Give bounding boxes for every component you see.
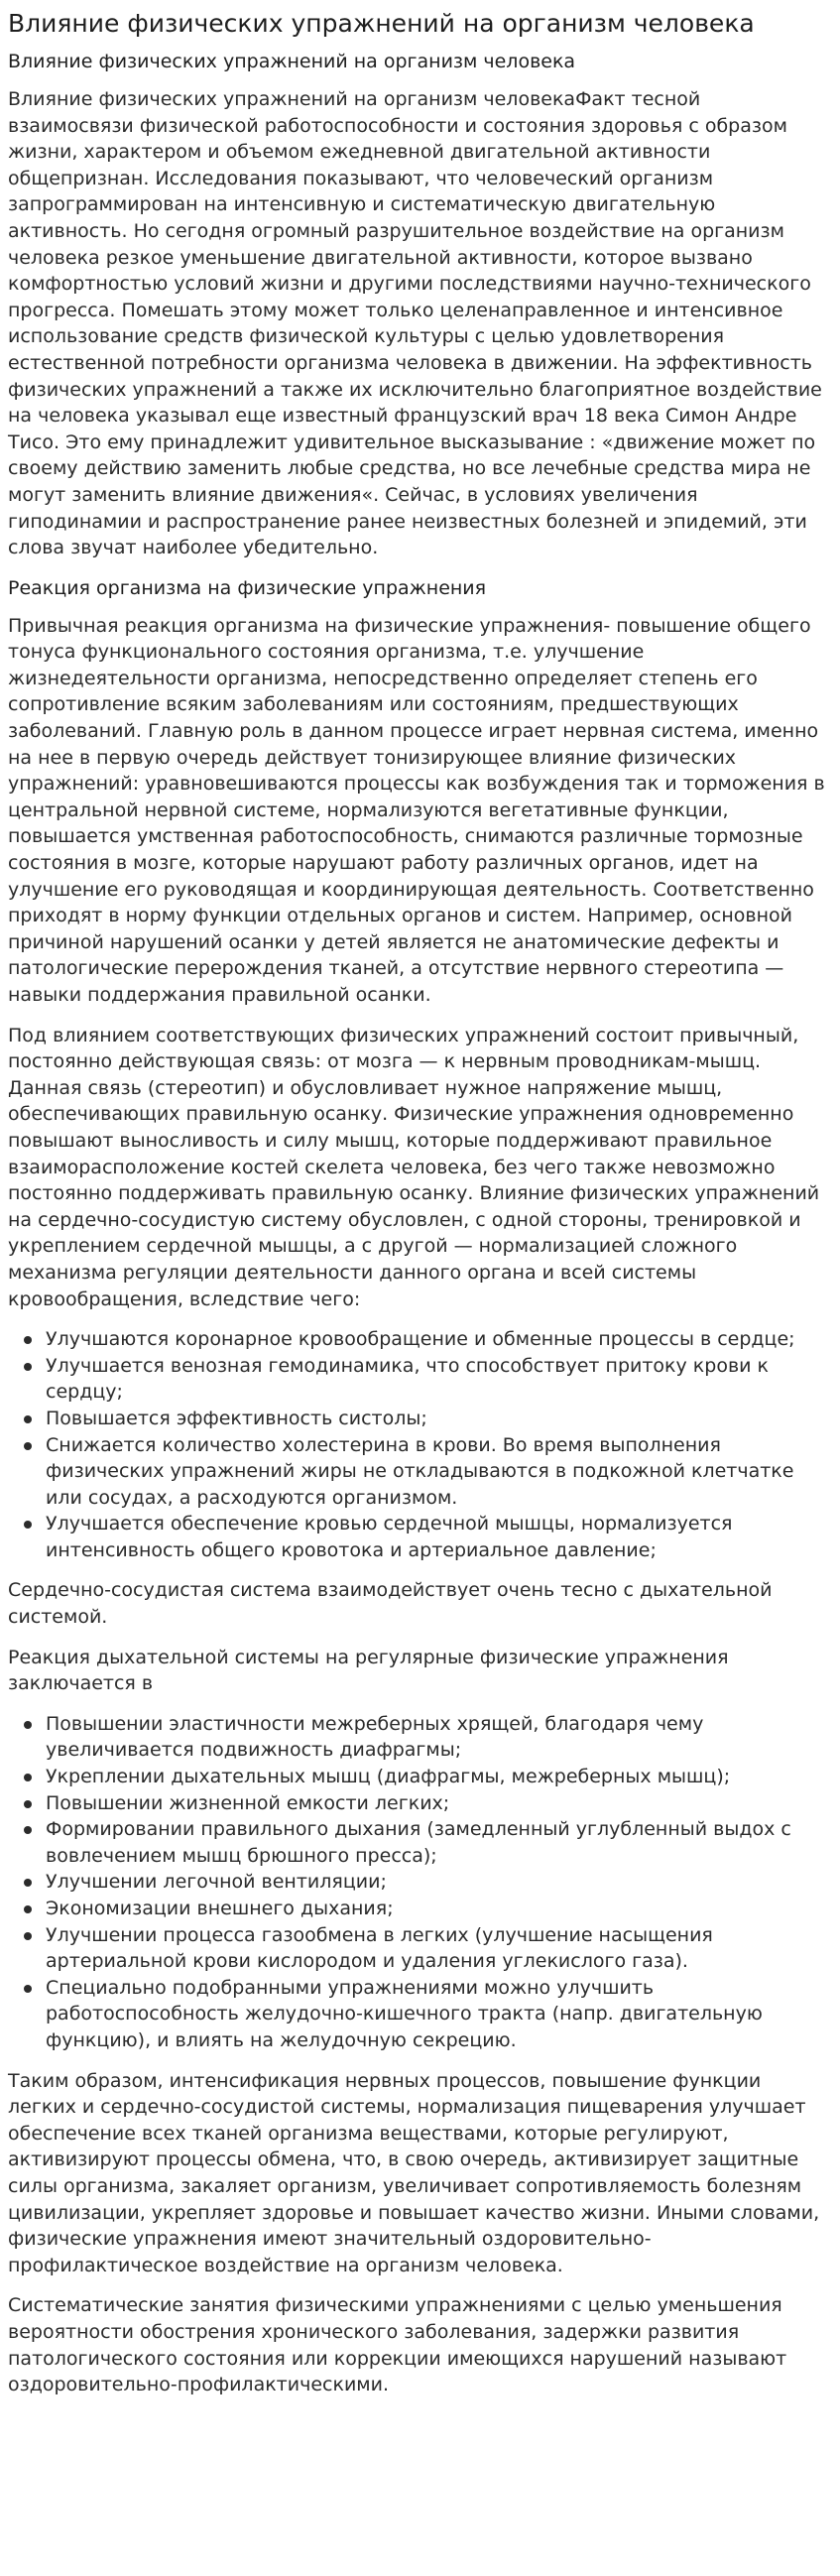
list-item: Улучшается обеспечение кровью сердечной мышцы, нормализуется интенсивность общего кровотока и артериальное давление; — [46, 1511, 832, 1563]
list-item: Повышении эластичности межреберных хрящей, благодаря чему увеличивается подвижность диафрагмы; — [46, 1711, 832, 1764]
paragraph-respiratory-link: Сердечно-сосудистая система взаимодействует очень тесно с дыхательной системой. — [8, 1579, 773, 1629]
list-item: Улучшаются коронарное кровообращение и обменные процессы в сердце; — [46, 1326, 832, 1353]
section-reaction — [8, 575, 832, 2398]
paragraph-cardiovascular: Под влиянием соответствующих физических упражнений состоит привычный, постоянно действующая связь: от мозга — к нервным проводникам-мышц. Данная связь (стереотип) и обусловливает нужное напряжение мышц, обеспечивающих правильную осанку. Физические упражнения одновременно повышают выносливость и силу мышц, которые поддерживают правильное взаиморасположение костей скелета человека, без чего также невозможно постоянно поддерживать правильную осанку. Влияние физических упражнений на сердечно-сосудистую систему обусловлен, с одной стороны, тренировкой и укреплением сердечной мышцы, а с другой — нормализацией сложного механизма регуляции деятельности данного органа и всей системы кровообращения, вследствие чего: — [8, 1024, 820, 1310]
list-item: Специально подобранными упражнениями можно улучшить работоспособность желудочно-кишечного тракта (напр. двигательную функцию), и влиять на желудочную секрецию. — [46, 1975, 832, 2054]
list-item: Экономизации внешнего дыхания; — [46, 1896, 832, 1922]
list-item: Улучшении легочной вентиляции; — [46, 1869, 832, 1896]
list-item: Улучшается венозная гемодинамика, что способствует притоку крови к сердцу; — [46, 1353, 832, 1406]
list-item: Улучшении процесса газообмена в легких (улучшение насыщения артериальной крови кислородом и удаления углекислого газа). — [46, 1922, 832, 1975]
paragraph-conclusion: Таким образом, интенсификация нервных процессов, повышение функции легких и сердечно-сосудистой системы, нормализация пищеварения улучшает обеспечение всех тканей организма веществами, которые регулируют, активизируют процессы обмена, что, в свою очередь, активизирует защитные силы организма, закаляет организм, увеличивает сопротивляемость болезням цивилизации, укрепляет здоровье и повышает качество жизни. Иными словами, физические упражнения имеют значительный оздоровительно-профилактическое воздействие на организм человека. — [8, 2069, 820, 2276]
paragraph-respiratory-intro: Реакция дыхательной системы на регулярные физические упражнения заключается в — [8, 1646, 729, 1695]
section-heading-reaction: Реакция организма на физические упражнения — [8, 576, 487, 599]
respiratory-effects-list — [8, 1711, 832, 2054]
list-item: Укреплении дыхательных мышц (диафрагмы, межреберных мышц); — [46, 1764, 832, 1790]
list-item: Повышении жизненной емкости легких; — [46, 1790, 832, 1817]
section-heading-influence: Влияние физических упражнений на организм человека — [8, 51, 576, 72]
list-item: Формировании правильного дыхания (замедленный углубленный выдох с вовлечением мышц брюшного пресса); — [46, 1816, 832, 1869]
section-influence — [8, 49, 832, 561]
intro-paragraph: Влияние физических упражнений на организм человекаФакт тесной взаимосвязи физической работоспособности и состояния здоровья с образом жизни, характером и объемом ежедневной двигательной активности общепризнан. Исследования показывают, что человеческий организм запрограммирован на интенсивную и систематическую двигательную активность. Но сегодня огромный разрушительное воздействие на организм человека резкое уменьшение двигательной активности, которое вызвано комфортностью условий жизни и другими последствиями научно-технического прогресса. Помешать этому может только целенаправленное и интенсивное использование средств физической культуры с целью удовлетворения естественной потребности организма человека в движении. На эффективность физических упражнений а также их исключительно благоприятное воздействие на человека указывал еще известный французский врач 18 века Симон Андре Тисо. Это ему принадлежит удивительное высказывание : «движение может по своему действию заменить любые средства, но все лечебные средства мира не могут заменить влияние движения«. Сейчас, в условиях увеличения гиподинамии и распространение ранее неизвестных болезней и эпидемий, эти слова звучат наиболее убедительно. — [8, 88, 822, 559]
paragraph-definition: Систематические занятия физическими упражнениями с целью уменьшения вероятности обострения хронического заболевания, задержки развития патологического состояния или коррекции имеющихся нарушений называют оздоровительно-профилактическими. — [8, 2294, 787, 2396]
paragraph-nervous-system: Привычная реакция организма на физические упражнения- повышение общего тонуса функционального состояния организма, т.е. улучшение жизнедеятельности организма, непосредственно определяет степень его сопротивление всяким заболеваниям или состояниям, предшествующих заболеваний. Главную роль в данном процессе играет нервная система, именно на нее в первую очередь действует тонизирующее влияние физических упражнений: уравновешиваются процессы как возбуждения так и торможения в центральной нервной системе, нормализуются вегетативные функции, повышается умственная работоспособность, снимаются различные тормозные состояния в мозге, которые нарушают работу различных органов, идет на улучшение его руководящая и координирующая деятельность. Соответственно приходят в норму функции отдельных органов и систем. Например, основной причиной нарушений осанки у детей является не анатомические дефекты и патологические перерождения тканей, а отсутствие нервного стереотипа — навыки поддержания правильной осанки. — [8, 614, 825, 1006]
list-item: Снижается количество холестерина в крови. Во время выполнения физических упражнений жиры не откладываются в подкожной клетчатке или сосудах, а расходуются организмом. — [46, 1432, 832, 1512]
list-item: Повышается эффективность систолы; — [46, 1406, 832, 1432]
page-title: Влияние физических упражнений на организм человека — [8, 9, 755, 38]
cardiovascular-effects-list — [8, 1326, 832, 1563]
